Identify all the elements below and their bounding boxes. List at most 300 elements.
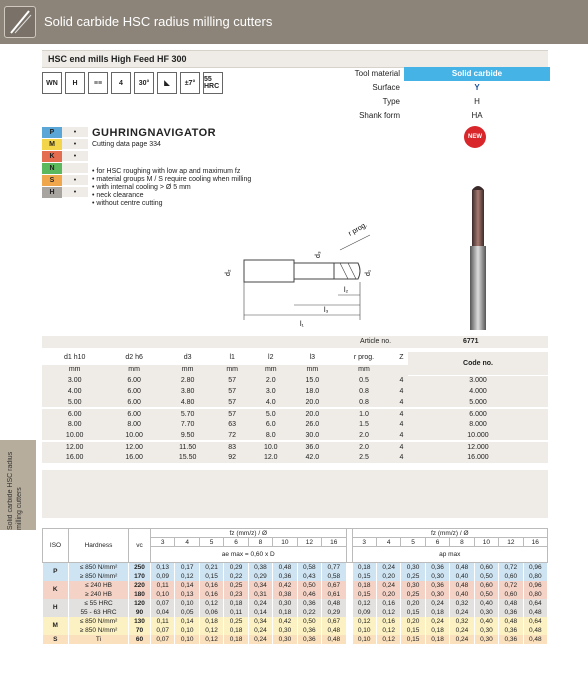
ap-cell: 0,12 [376,608,400,617]
fz-cell: 0,25 [224,581,248,590]
table-row [43,590,548,599]
table-row [42,397,548,408]
ap-cell: 0,24 [450,608,474,617]
feature-list [92,168,251,208]
ap-cell: 0,25 [401,590,425,599]
category-logo-icon [4,6,36,38]
ap-cell: 0,64 [523,617,547,626]
hardness-icon: 55 HRC [203,72,223,94]
flute-count-icon: 4 [111,72,131,94]
fz-cell: 0,30 [273,599,297,608]
brand-name: GUHRING [92,127,148,139]
dim-cell: 12.0 [250,452,292,463]
tolerance-icon: ±7° [180,72,200,94]
hardness-cell: ≤ 850 N/mm² [69,563,129,572]
column-header: d3 [161,352,215,364]
ap-cell: 0,24 [376,563,400,572]
fz-cell: 0,12 [199,635,223,644]
article-bar [42,336,548,348]
ap-cell: 0,36 [425,563,449,572]
unit-cell: mm [161,364,215,375]
diameter-header: 12 [297,538,321,547]
dim-cell: 1.0 [333,408,395,419]
dim-cell: 1.5 [333,419,395,430]
unit-cell: mm [214,364,250,375]
vc-cell: 60 [129,635,151,644]
ap-cell: 0,20 [401,617,425,626]
fz-cell: 0,29 [322,608,346,617]
dim-cell: 20.0 [292,408,334,419]
ap-cell: 0,12 [376,626,400,635]
table-row [43,581,548,590]
dim-cell: 2.0 [333,430,395,441]
ap-cell: 0,48 [523,608,547,617]
dim-cell: 6.00 [107,375,161,386]
dim-cell: 6.00 [107,408,161,419]
ap-cell: 0,48 [523,626,547,635]
fz-cell: 0,10 [175,635,199,644]
label-d3: d₃ [315,251,322,258]
dim-cell: 2.80 [161,375,215,386]
material-row [42,139,88,150]
ap-cell: 0,96 [523,563,547,572]
column-header: Z [395,352,408,364]
dim-cell: 0.5 [333,375,395,386]
fz-cell: 0,46 [297,590,321,599]
ap-cell: 0,30 [474,635,498,644]
table-row [43,635,548,644]
dim-cell: 16.00 [42,452,107,463]
fz-cell: 0,04 [151,608,175,617]
code-cell: 10.000 [408,430,548,441]
ap-cell: 0,24 [376,581,400,590]
hardness-cell: ≥ 240 HB [69,590,129,599]
fz-cell: 0,36 [297,626,321,635]
table-row [43,572,548,581]
dim-cell: 12.00 [42,441,107,452]
ap-cell: 0,36 [425,581,449,590]
table-row [43,608,548,617]
dim-cell: 2.0 [250,375,292,386]
tool-image [458,180,498,330]
fz-cell: 0,34 [248,617,272,626]
unit-cell [395,364,408,375]
table-row [42,408,548,419]
material-code: S [42,175,62,186]
material-suitability: • [62,175,88,186]
dim-cell: 4 [395,430,408,441]
dim-cell: 57 [214,397,250,408]
ap-cell: 0,24 [425,617,449,626]
code-cell: 4.000 [408,386,548,397]
dim-cell: 8.00 [42,419,107,430]
page-title: Solid carbide HSC radius milling cutters [44,14,273,29]
dim-cell: 7.70 [161,419,215,430]
ap-cell: 0,20 [376,572,400,581]
table-row [42,430,548,441]
dim-cell: 15.0 [292,375,334,386]
feature-item: • with internal cooling > Ø 5 mm [92,184,191,191]
table-row [42,386,548,397]
fz-cell: 0,58 [297,563,321,572]
material-row [42,163,88,174]
fz-cell: 0,12 [199,626,223,635]
fz-cell: 0,09 [151,572,175,581]
fz-cell: 0,18 [273,608,297,617]
cutting-data-ref[interactable]: Cutting data page 334 [92,141,161,148]
ap-cell: 0,80 [523,572,547,581]
dim-cell: 8.00 [107,419,161,430]
side-tab[interactable] [0,440,36,530]
column-header: l3 [292,352,334,364]
table-row [43,563,548,572]
coolant-icon: ≡≡ [88,72,108,94]
diameter-header: 5 [401,538,425,547]
ap-cell: 0,48 [450,581,474,590]
material-code: P [42,127,62,138]
ap-cell: 0,12 [352,599,376,608]
vc-cell: 250 [129,563,151,572]
fz-cell: 0,18 [224,635,248,644]
dim-cell: 0.8 [333,386,395,397]
iso-code: M [43,617,69,635]
hardness-cell: ≥ 850 N/mm² [69,572,129,581]
property-row [300,109,550,123]
fz-header-ap: fz (mm/z) / Ø [352,529,548,538]
property-row [300,95,550,109]
iso-code: K [43,581,69,599]
hardness-cell: 55 - 63 HRC [69,608,129,617]
ap-cell: 0,25 [401,572,425,581]
dim-cell: 20.0 [292,397,334,408]
material-code: M [42,139,62,150]
ap-cell: 0,12 [352,617,376,626]
fz-cell: 0,38 [273,590,297,599]
hardness-cell: Ti [69,635,129,644]
fz-cell: 0,61 [322,590,346,599]
dim-cell: 57 [214,386,250,397]
vc-cell: 130 [129,617,151,626]
fz-cell: 0,07 [151,635,175,644]
vc-header: vc [129,529,151,563]
side-tab-label: Solid carbide HSC radius milling cutters [7,451,23,530]
dimensions-table [42,352,548,463]
dim-cell: 72 [214,430,250,441]
ap-label: ap max [352,547,548,563]
ap-cell: 0,30 [401,563,425,572]
fz-cell: 0,58 [322,572,346,581]
material-row [42,187,88,198]
label-l3: l₃ [324,307,329,314]
dim-cell: 4.00 [42,386,107,397]
dim-cell: 12.00 [107,441,161,452]
dim-cell: 26.0 [292,419,334,430]
table-row [42,419,548,430]
code-header: Code no. [408,352,548,375]
dim-cell: 5.0 [250,408,292,419]
fz-cell: 0,42 [273,617,297,626]
dim-cell: 8.0 [250,430,292,441]
label-d2: d₂ [225,269,232,276]
fz-cell: 0,06 [199,608,223,617]
dim-cell: 4.0 [250,397,292,408]
dim-cell: 4 [395,452,408,463]
ap-cell: 0,30 [474,626,498,635]
fz-cell: 0,22 [297,608,321,617]
diameter-header: 6 [224,538,248,547]
ap-cell: 0,30 [425,572,449,581]
fz-cell: 0,11 [151,617,175,626]
vc-cell: 120 [129,599,151,608]
material-row [42,175,88,186]
tool-drawing [210,221,380,330]
hardness-cell: ≤ 240 HB [69,581,129,590]
dim-cell: 0.8 [333,397,395,408]
iso-header: ISO [43,529,69,563]
table-row [42,441,548,452]
ap-cell: 0,16 [376,599,400,608]
ap-cell: 0,72 [499,581,523,590]
material-code: N [42,163,62,174]
diameter-header: 4 [175,538,199,547]
fz-cell: 0,30 [273,635,297,644]
fz-cell: 0,17 [175,563,199,572]
ap-cell: 0,20 [376,590,400,599]
diameter-header: 4 [376,538,400,547]
property-label: Type [382,97,400,106]
ap-cell: 0,24 [425,599,449,608]
feature-item: • without centre cutting [92,200,163,207]
dim-cell: 30.0 [292,430,334,441]
hardness-header: Hardness [69,529,129,563]
ap-cell: 0,50 [474,572,498,581]
ap-cell: 0,24 [450,635,474,644]
ap-cell: 0,32 [450,599,474,608]
fz-cell: 0,48 [322,635,346,644]
dim-cell: 9.50 [161,430,215,441]
hardness-cell: ≥ 850 N/mm² [69,626,129,635]
column-header: l1 [214,352,250,364]
table-row [42,452,548,463]
wn-icon: WN [42,72,62,94]
ap-cell: 0,15 [401,626,425,635]
ap-cell: 0,15 [352,590,376,599]
material-suitability: • [62,151,88,162]
diameter-header: 5 [199,538,223,547]
column-header: l2 [250,352,292,364]
diameter-header: 8 [248,538,272,547]
dims-header-row [42,352,548,364]
fz-cell: 0,18 [199,617,223,626]
ap-cell: 0,36 [499,635,523,644]
unit-cell: mm [333,364,395,375]
material-suitability: • [62,139,88,150]
new-badge: NEW [464,126,486,148]
code-cell: 5.000 [408,397,548,408]
feature-item: • neck clearance [92,192,144,199]
diameter-header: 3 [151,538,175,547]
ap-cell: 0,64 [523,599,547,608]
ap-cell: 0,12 [376,635,400,644]
vc-cell: 170 [129,572,151,581]
ap-cell: 0,15 [352,572,376,581]
fz-cell: 0,11 [224,608,248,617]
helix-angle-icon: 30° [134,72,154,94]
brand-logo [92,127,216,139]
ap-cell: 0,40 [474,599,498,608]
fz-cell: 0,21 [199,563,223,572]
fz-cell: 0,31 [248,590,272,599]
fz-cell: 0,18 [224,599,248,608]
property-label: Surface [372,83,400,92]
ap-cell: 0,48 [499,599,523,608]
property-value: H [474,97,480,106]
fz-cell: 0,36 [297,599,321,608]
dim-cell: 3.80 [161,386,215,397]
ap-cell: 0,36 [499,626,523,635]
icon-strip [42,72,223,94]
fz-cell: 0,50 [297,581,321,590]
diameter-header: 10 [474,538,498,547]
fz-cell: 0,14 [175,617,199,626]
material-row [42,127,88,138]
fz-cell: 0,77 [322,563,346,572]
dim-cell: 4 [395,408,408,419]
fz-cell: 0,10 [175,626,199,635]
dim-cell: 92 [214,452,250,463]
fz-cell: 0,48 [273,563,297,572]
ap-cell: 0,16 [376,617,400,626]
product-subheader [42,50,548,68]
column-header: r prog. [333,352,395,364]
dim-cell: 36.0 [292,441,334,452]
fz-cell: 0,14 [248,608,272,617]
fz-cell: 0,34 [248,581,272,590]
fz-cell: 0,10 [151,590,175,599]
label-rprog: r prog. [347,221,369,238]
diameter-header: 3 [352,538,376,547]
material-row [42,151,88,162]
ap-cell: 0,60 [499,590,523,599]
dim-cell: 10.0 [250,441,292,452]
unit-cell: mm [42,364,107,375]
property-label: Shank form [359,111,400,120]
fz-cell: 0,13 [175,590,199,599]
brand-suffix: NAVIGATOR [147,127,217,139]
dim-cell: 16.00 [107,452,161,463]
property-row [300,67,550,81]
table-row [43,617,548,626]
dim-cell: 63 [214,419,250,430]
ae-label: ae max = 0,60 x D [151,547,347,563]
ap-cell: 0,30 [425,590,449,599]
dim-cell: 15.50 [161,452,215,463]
material-suitability: • [62,127,88,138]
dim-cell: 5.70 [161,408,215,419]
ap-cell: 0,18 [352,581,376,590]
vc-cell: 70 [129,626,151,635]
ap-cell: 0,80 [523,590,547,599]
dim-cell: 4.80 [161,397,215,408]
table-spacer [42,470,548,518]
dim-cell: 6.00 [107,386,161,397]
dim-cell: 5.00 [42,397,107,408]
iso-code: S [43,635,69,644]
dim-cell: 2.0 [333,441,395,452]
fz-cell: 0,11 [151,581,175,590]
cond-header-row [43,529,548,538]
fz-cell: 0,67 [322,581,346,590]
vc-cell: 90 [129,608,151,617]
corner-icon: ◣ [157,72,177,94]
fz-cell: 0,13 [151,563,175,572]
material-suitability [62,163,88,174]
ap-cell: 0,20 [401,599,425,608]
dim-cell: 6.0 [250,419,292,430]
fz-cell: 0,29 [248,572,272,581]
fz-header: fz (mm/z) / Ø [151,529,347,538]
fz-cell: 0,43 [297,572,321,581]
fz-cell: 0,18 [224,626,248,635]
cutting-conditions-table [42,528,548,644]
dim-cell: 83 [214,441,250,452]
dim-cell: 4 [395,397,408,408]
table-row [43,599,548,608]
ap-cell: 0,15 [401,608,425,617]
ap-cell: 0,18 [425,626,449,635]
fz-cell: 0,42 [273,581,297,590]
diameter-header: 8 [450,538,474,547]
property-value: Solid carbide [404,67,550,81]
dim-cell: 2.5 [333,452,395,463]
fz-cell: 0,30 [273,626,297,635]
label-d1: d₁ [365,269,372,276]
fz-cell: 0,24 [248,599,272,608]
fz-cell: 0,16 [199,590,223,599]
article-number: 6771 [463,338,479,345]
diameter-header: 16 [322,538,346,547]
feature-item: • for HSC roughing with low ap and maximum fz [92,168,241,175]
code-cell: 6.000 [408,408,548,419]
fz-cell: 0,14 [175,581,199,590]
table-row [43,626,548,635]
ap-cell: 0,10 [352,626,376,635]
ap-cell: 0,10 [352,635,376,644]
ap-cell: 0,09 [352,608,376,617]
dim-cell: 18.0 [292,386,334,397]
column-header: d1 h10 [42,352,107,364]
unit-cell: mm [107,364,161,375]
diameter-header: 6 [425,538,449,547]
material-suitability: • [62,187,88,198]
ap-cell: 0,48 [499,617,523,626]
ap-cell: 0,18 [352,563,376,572]
iso-code: H [43,599,69,617]
property-row [300,81,550,95]
product-title: HSC end mills High Feed HF 300 [48,54,187,64]
code-cell: 3.000 [408,375,548,386]
fz-cell: 0,48 [322,599,346,608]
code-cell: 8.000 [408,419,548,430]
ap-cell: 0,15 [401,635,425,644]
fz-cell: 0,23 [224,590,248,599]
ap-cell: 0,72 [499,563,523,572]
property-label: Tool material [354,69,400,78]
fz-cell: 0,24 [248,626,272,635]
ap-cell: 0,40 [450,572,474,581]
hardness-cell: ≤ 850 N/mm² [69,617,129,626]
label-l2: l₂ [344,287,349,294]
